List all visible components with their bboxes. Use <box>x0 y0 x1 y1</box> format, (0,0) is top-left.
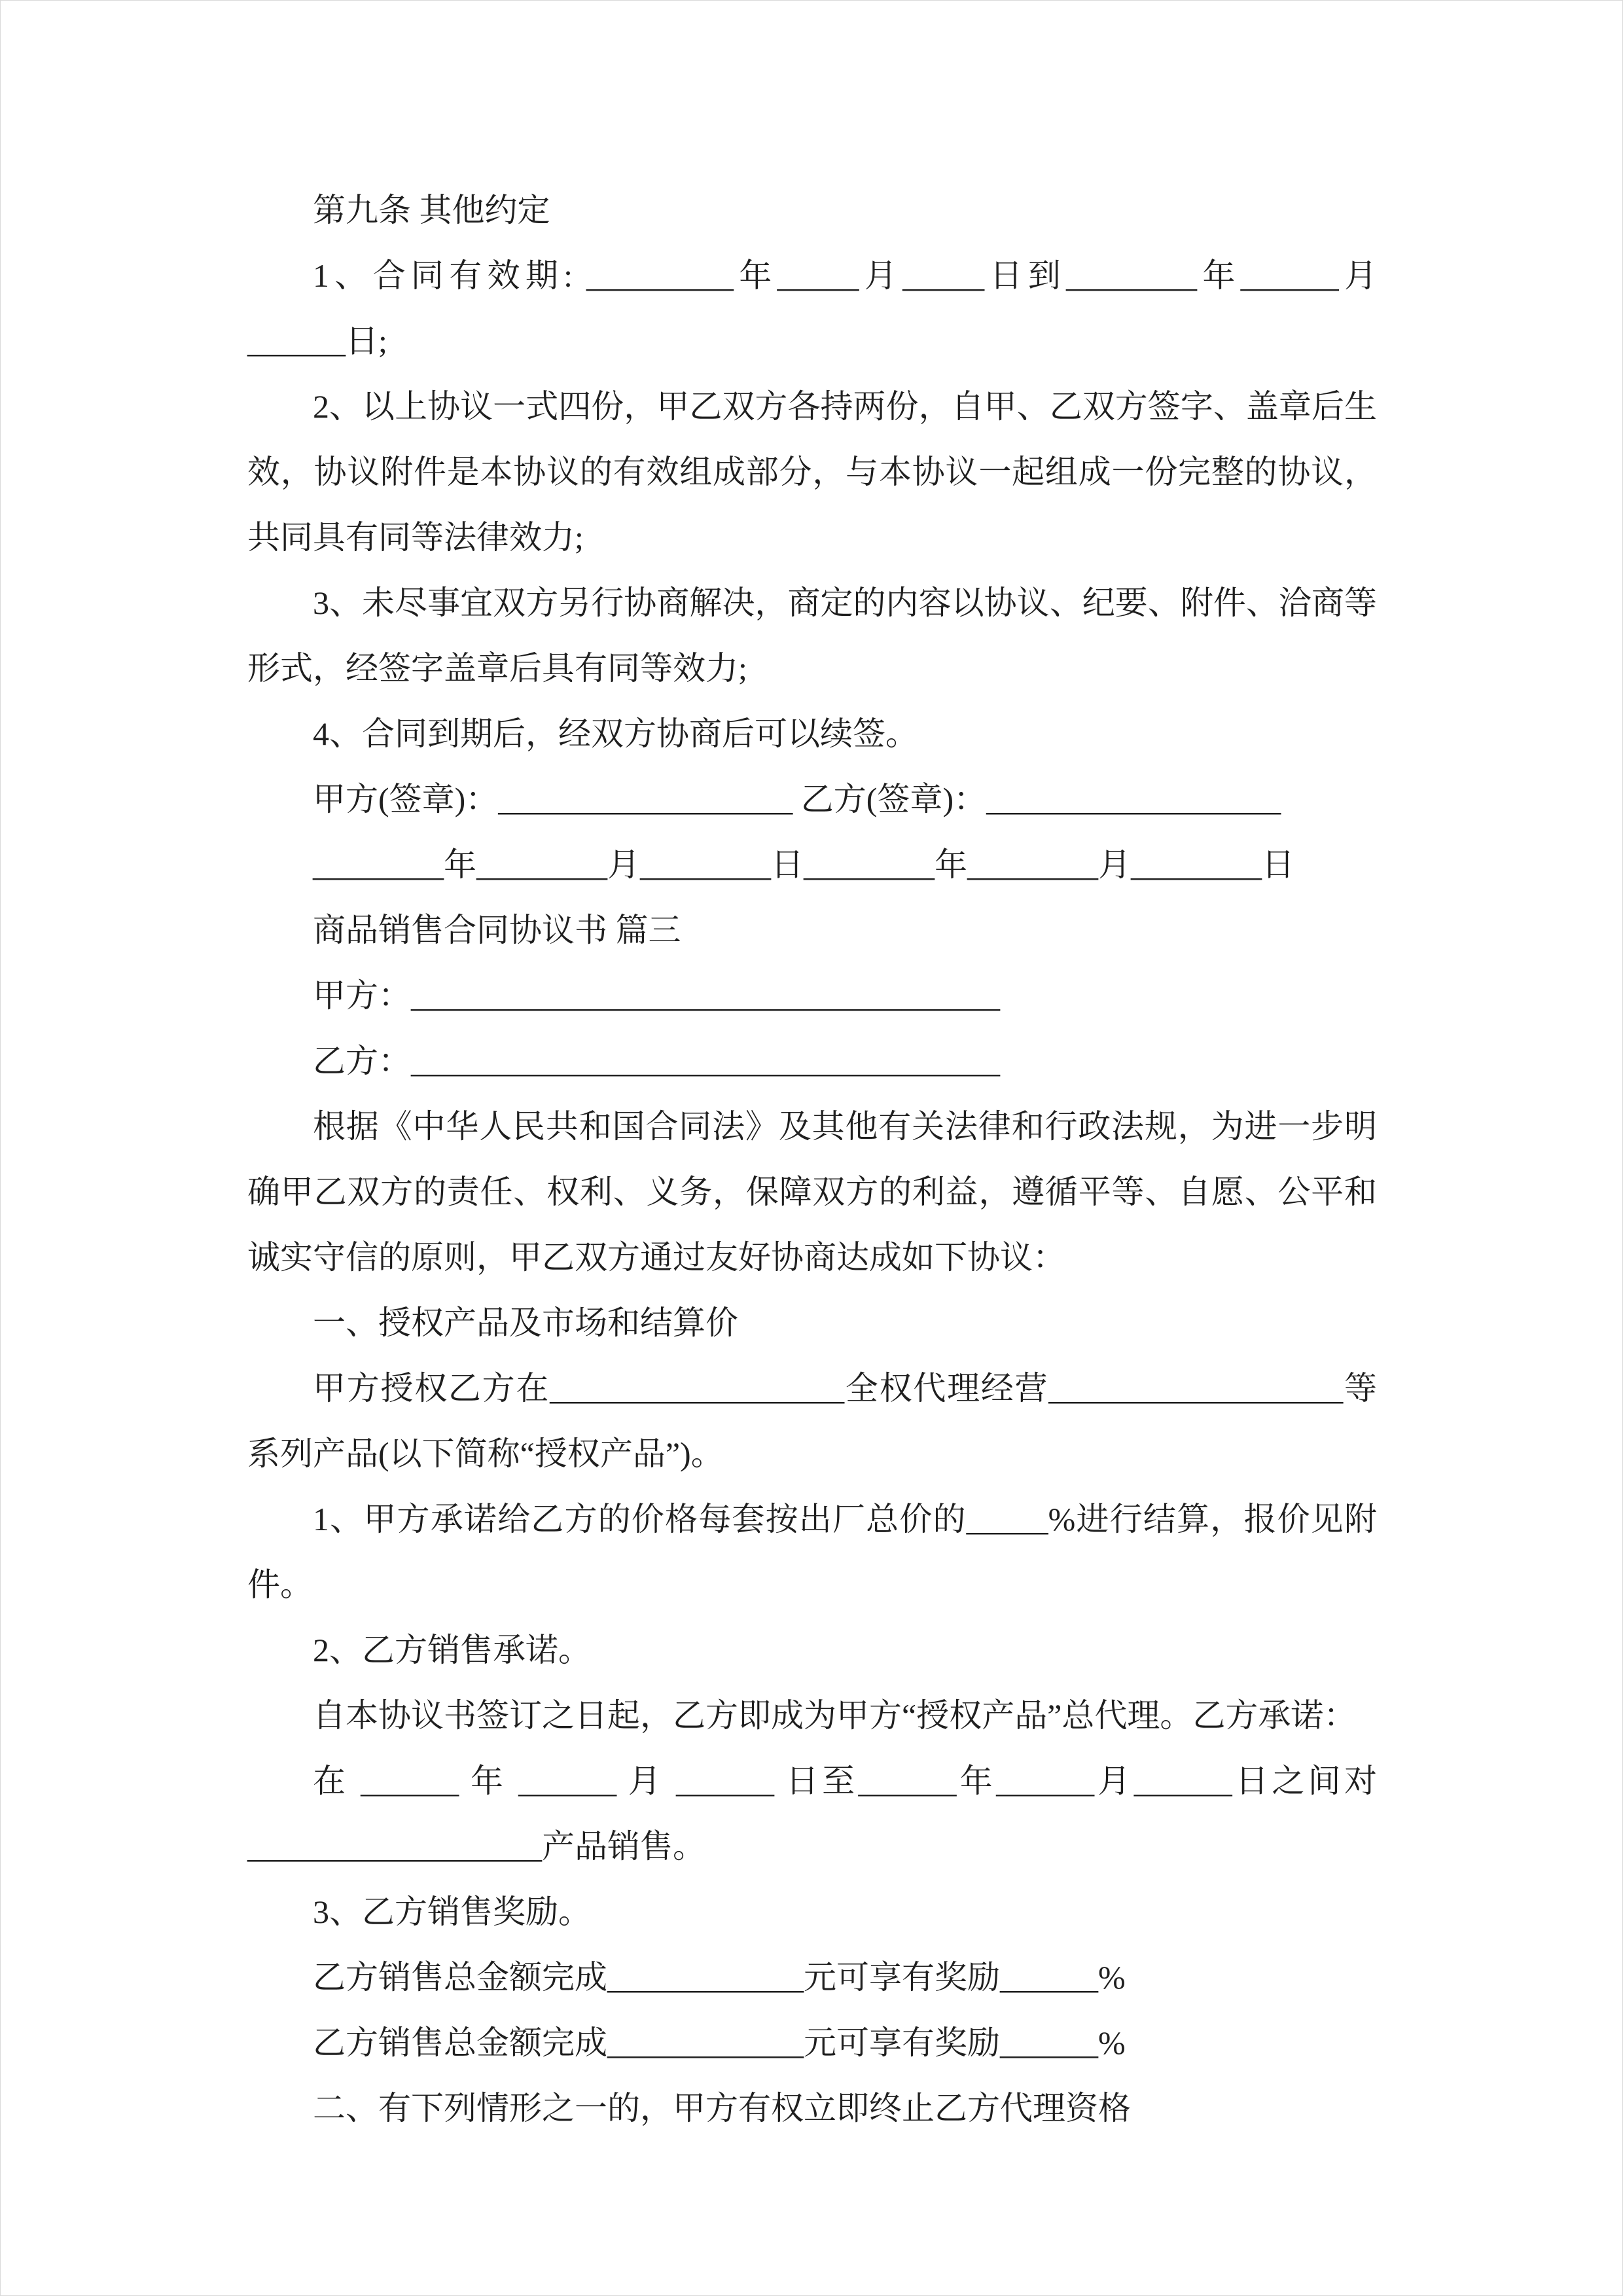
authorization-clause: 甲方授权乙方在__________________全权代理经营__________________等系列产品(以下简称“授权产品”)。 <box>247 1370 1377 1472</box>
article-9-heading: 第九条 其他约定 <box>313 192 550 228</box>
clause-copies-effectiveness: 2、以上协议一式四份，甲乙双方各持两份，自甲、乙双方签字、盖章后生效，协议附件是本协议的有效组成部分，与本协议一起组成一份完整的协议，共同具有同等法律效力; <box>247 388 1377 556</box>
sales-period-clause: 在 ______ 年 ______ 月 ______ 日至______年______月______日之间对__________________产品销售。 <box>247 1763 1377 1865</box>
clause-renewal: 4、合同到期后，经双方协商后可以续签。 <box>313 715 918 752</box>
party-b-line: 乙方：____________________________________ <box>313 1043 1000 1079</box>
section-3-title: 商品销售合同协议书 篇三 <box>313 912 681 948</box>
agency-clause: 自本协议书签订之日起，乙方即成为甲方“授权产品”总代理。乙方承诺： <box>313 1697 1357 1734</box>
clause-unresolved-matters: 3、未尽事宜双方另行协商解决，商定的内容以协议、纪要、附件、洽商等形式，经签字盖章后具有同等效力; <box>247 584 1377 687</box>
pricing-clause: 1、甲方承诺给乙方的价格每套按出厂总价的_____%进行结算，报价见附件。 <box>247 1501 1377 1603</box>
reward-clause-2: 乙方销售总金额完成____________元可享有奖励______% <box>313 2024 1126 2061</box>
signature-date-line: ________年________月________日________年________月________日 <box>313 846 1294 883</box>
preamble: 根据《中华人民共和国合同法》及其他有关法律和行政法规，为进一步明确甲乙双方的责任、权利、义务，保障双方的利益，遵循平等、自愿、公平和诚实守信的原则，甲乙双方通过友好协商达成如下协议： <box>247 1108 1377 1276</box>
signature-line: 甲方(签章)：__________________ 乙方(签章)：__________________ <box>313 781 1281 817</box>
sales-reward-heading: 3、乙方销售奖励。 <box>313 1893 591 1930</box>
sales-commitment-heading: 2、乙方销售承诺。 <box>313 1632 591 1668</box>
contract-body <box>247 177 1377 2141</box>
reward-clause-1: 乙方销售总金额完成____________元可享有奖励______% <box>313 1959 1126 1996</box>
section-1-heading: 一、授权产品及市场和结算价 <box>313 1304 738 1341</box>
clause-contract-validity: 1、合同有效期: _________年_____月_____日到________年______月______日; <box>247 257 1377 359</box>
section-2-heading: 二、有下列情形之一的，甲方有权立即终止乙方代理资格 <box>313 2090 1131 2126</box>
party-a-line: 甲方：____________________________________ <box>313 977 1000 1014</box>
